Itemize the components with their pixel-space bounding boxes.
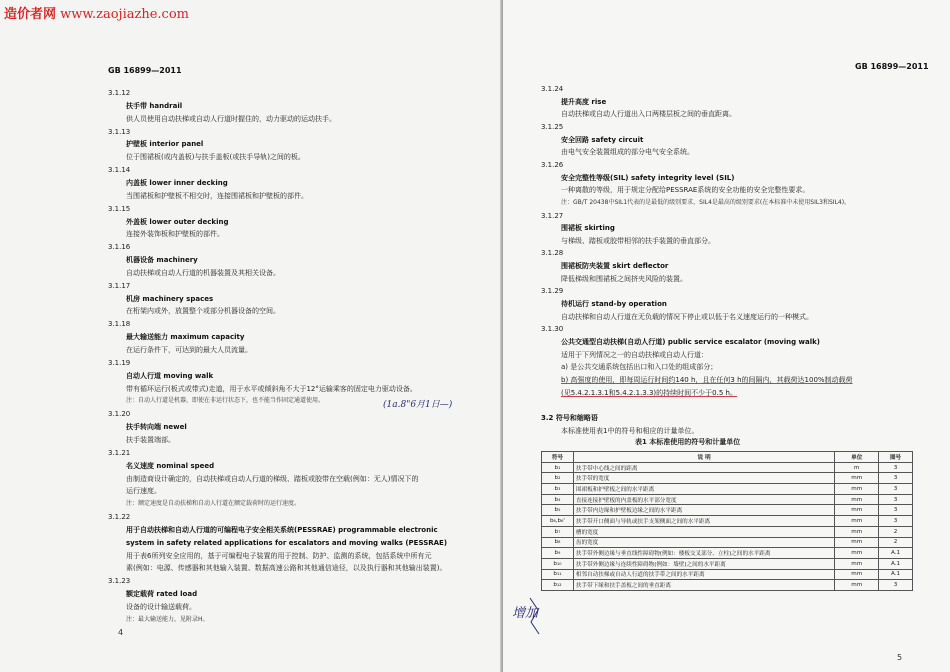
right-line-4: 安全回路 safety circuit (561, 135, 644, 144)
right-line-15: 降低梯级和围裙板之间挤夹风险的装置。 (561, 274, 687, 283)
left-line-5: 位于围裙板(或内盖板)与扶手盖板(或扶手导轨)之间的板。 (126, 153, 305, 162)
left-line-17: 在桁架内或外，放置整个或部分机器设备的空间。 (126, 307, 280, 316)
left-line-34: 用于自动扶梯和自动人行道的可编程电子安全相关系统(PESSRAE) programmable electronic (126, 525, 438, 534)
left-line-6: 3.1.14 (108, 166, 131, 175)
left-line-29: 名义速度 nominal speed (126, 461, 215, 470)
table-cell-symbol: b₁ (542, 462, 574, 473)
left-line-30: 由制造商设计确定的，自动扶梯或自动人行道的梯级、踏板或胶带在空载(例如：无人)情况下的 (126, 474, 419, 483)
right-line-21: 适用于下列情况之一的自动扶梯或自动人行道： (561, 350, 708, 359)
left-line-11: 连接外装饰板和护壁板的部件。 (126, 230, 224, 239)
right-line-26: 3.2 符号和缩略语 (541, 413, 598, 422)
right-page-number: 5 (897, 653, 903, 662)
table-cell-unit: mm (835, 580, 879, 591)
handwritten-bracket-mark (528, 596, 542, 636)
table-cell-unit: mm (835, 558, 879, 569)
table-header-figure: 图号 (879, 452, 913, 463)
left-line-12: 3.1.16 (108, 243, 131, 252)
right-line-20: 公共交通型自动扶梯(自动人行道) public service escalator (moving walk) (561, 338, 820, 346)
left-line-14: 自动扶梯或自动人行道的机器装置及其相关设备。 (126, 268, 280, 277)
table-cell-figure: 2 (879, 537, 913, 548)
table-cell-figure: 3 (879, 494, 913, 505)
left-line-20: 在运行条件下，可达到的最大人员流量。 (126, 346, 252, 354)
table-row (542, 569, 913, 580)
right-line-2: 自动扶梯或自动人行道出入口两楼层板之间的垂直距离。 (561, 110, 736, 119)
table-row (542, 462, 913, 473)
right-line-17: 待机运行 stand-by operation (561, 300, 667, 309)
left-line-36: 用于表6所列安全应用的，基于可编程电子装置的用于控制、防护、监测的系统，包括系统中所有元 (126, 551, 432, 560)
left-line-26: 扶手转向端 newel (126, 423, 187, 432)
right-line-9: 注：GB/T 20438中SIL1代表的是最低的级别要求，SIL4是最高的级别要求(在本标准中未使用SIL3和SIL4)。 (561, 198, 851, 206)
left-line-7: 内盖板 lower inner decking (126, 178, 228, 187)
table-cell-description: 扶手带开口侧面与导轨或扶手支架侧面之间的水平距离 (573, 516, 834, 527)
table-cell-description: 扶手带外侧边缘与连续性障碍物(例如：墙壁)之间的水平距离 (573, 558, 834, 569)
table-title: 表1 本标准使用的符号和计量单位 (635, 438, 741, 446)
left-line-24: 注：自动人行道是机器，即使在非运行状态下，也不能当作固定通道使用。 (126, 397, 325, 405)
right-handwritten-note: 增加 (512, 606, 539, 621)
left-page-header: GB 16899—2011 (108, 66, 182, 75)
left-line-21: 3.1.19 (108, 358, 131, 367)
right-line-13: 3.1.28 (541, 249, 564, 258)
table-cell-unit: mm (835, 484, 879, 495)
table-cell-description: 齿的宽度 (573, 537, 834, 548)
left-line-8: 当围裙板和护壁板不相交时，连接围裙板和护壁板的部件。 (126, 191, 308, 200)
left-line-10: 外盖板 lower outer decking (126, 217, 229, 226)
watermark (4, 3, 189, 22)
table-cell-figure: 3 (879, 462, 913, 473)
table-cell-symbol: b₆,b₆' (542, 516, 574, 527)
table-cell-figure: A.1 (879, 548, 913, 559)
right-line-11: 围裙板 skirting (561, 224, 615, 233)
table-header-unit: 单位 (835, 452, 879, 463)
left-line-25: 3.1.20 (108, 410, 131, 419)
right-line-16: 3.1.29 (541, 287, 564, 296)
table-cell-symbol: b₁₀ (542, 558, 574, 569)
table-row (542, 473, 913, 484)
table-cell-unit: mm (835, 516, 879, 527)
left-line-39: 额定载荷 rated load (126, 590, 198, 599)
table-row (542, 537, 913, 548)
table-cell-symbol: b₇ (542, 526, 574, 537)
table-row (542, 516, 913, 527)
table-cell-description: 围裙板和护壁板之间的水平距离 (573, 484, 834, 495)
table-cell-figure: 3 (879, 516, 913, 527)
left-line-15: 3.1.17 (108, 281, 131, 290)
left-line-32: 注：额定速度是自动扶梯和自动人行道在额定载荷时的运行速度。 (126, 500, 301, 508)
right-line-12: 与梯级、踏板或胶带相邻的扶手装置的垂直部分。 (561, 236, 715, 245)
table-cell-figure: A.1 (879, 558, 913, 569)
table-cell-symbol: b₈ (542, 537, 574, 548)
right-line-27: 本标准使用表1中的符号和相应的计量单位。 (561, 426, 699, 435)
table-row (542, 505, 913, 516)
symbols-table (541, 451, 913, 591)
table-cell-figure: 3 (879, 505, 913, 516)
table-cell-unit: mm (835, 505, 879, 516)
table-cell-description: 扶手带下缘和扶手盖板之间的垂直距离 (573, 580, 834, 591)
table-cell-symbol: b₉ (542, 548, 574, 559)
right-line-5: 由电气安全装置组成的部分电气安全系统。 (561, 148, 694, 157)
left-line-28: 3.1.21 (108, 448, 131, 457)
table-cell-figure: A.1 (879, 569, 913, 580)
right-line-6: 3.1.26 (541, 160, 564, 169)
table-cell-description: 扶手带内边缘和护壁板边缘之间的水平距离 (573, 505, 834, 516)
table-row (542, 484, 913, 495)
table-cell-figure: 3 (879, 484, 913, 495)
left-line-19: 最大输送能力 maximum capacity (126, 333, 245, 342)
table-cell-description: 槽的宽度 (573, 526, 834, 537)
table-cell-description: 扶手带中心线之间的距离 (573, 462, 834, 473)
left-line-27: 扶手装置端部。 (126, 435, 175, 444)
left-line-13: 机器设备 machinery (126, 256, 198, 265)
right-line-3: 3.1.25 (541, 122, 564, 131)
right-line-18: 自动扶梯和自动人行道在无负载的情况下停止或以低于名义速度运行的一种模式。 (561, 312, 813, 321)
table-cell-unit: mm (835, 494, 879, 505)
table-cell-unit: mm (835, 548, 879, 559)
right-line-7: 安全完整性等级(SIL) safety integrity level (SIL) (561, 173, 735, 182)
left-line-3: 3.1.13 (108, 127, 131, 136)
left-line-38: 3.1.23 (108, 577, 131, 586)
table-cell-figure: 3 (879, 580, 913, 591)
table-header-symbol: 符号 (542, 452, 574, 463)
left-line-23: 带有循环运行(板式或带式)走道，用于水平或倾斜角不大于12°运输乘客的固定电力驱动设备。 (126, 384, 417, 393)
table-cell-description: 直接连接护壁板的内盖板的水平部分宽度 (573, 494, 834, 505)
table-cell-symbol: b₂ (542, 473, 574, 484)
table-cell-description: 相邻自动扶梯或自动人行道的扶手带之间的水平距离 (573, 569, 834, 580)
left-line-16: 机房 machinery spaces (126, 294, 214, 303)
left-line-37: 素(例如：电源、传感器和其他输入装置、数据高速公路和其他通信途径，以及执行器和其他输出装置)。 (126, 564, 447, 573)
table-row (542, 558, 913, 569)
left-line-18: 3.1.18 (108, 320, 131, 329)
table-cell-unit: mm (835, 473, 879, 484)
left-line-1: 扶手带 handrail (126, 101, 183, 110)
table-cell-unit: mm (835, 537, 879, 548)
right-page-header: GB 16899—2011 (855, 62, 929, 71)
table-row (542, 526, 913, 537)
right-line-24: (见5.4.2.1.3.1和5.4.2.1.3.3)的持续时间不少于0.5 h。 (561, 388, 737, 397)
table-cell-description: 扶手带的宽度 (573, 473, 834, 484)
table-cell-symbol: b₃ (542, 484, 574, 495)
left-line-22: 自动人行道 moving walk (126, 371, 214, 380)
left-line-33: 3.1.22 (108, 513, 131, 522)
table-cell-description: 扶手带外侧边缘与垂直线性障碍物(例如：楼板交叉部分、立柱)之间的水平距离 (573, 548, 834, 559)
watermark-site-name: 造价者网 (4, 7, 57, 22)
right-line-14: 围裙板防夹装置 skirt deflector (561, 262, 669, 271)
table-row (542, 548, 913, 559)
table-cell-figure: 2 (879, 526, 913, 537)
left-line-0: 3.1.12 (108, 89, 131, 97)
table-cell-unit: mm (835, 569, 879, 580)
right-line-19: 3.1.30 (541, 325, 564, 334)
right-line-1: 提升高度 rise (561, 97, 607, 106)
table-cell-unit: m (835, 462, 879, 473)
left-line-35: system in safety related applications for escalators and moving walks (PESSRAE) (126, 538, 448, 547)
left-line-31: 运行速度。 (126, 487, 161, 496)
table-cell-symbol: b₄ (542, 494, 574, 505)
left-line-41: 注：最大输送能力，见附录H。 (126, 615, 209, 623)
table-row (542, 580, 913, 591)
left-line-4: 护壁板 interior panel (126, 140, 204, 149)
right-line-10: 3.1.27 (541, 211, 564, 220)
table-row (542, 494, 913, 505)
table-header-description: 说 明 (573, 452, 834, 463)
table-cell-symbol: b₁₂ (542, 580, 574, 591)
right-line-0: 3.1.24 (541, 85, 564, 93)
table-cell-symbol: b₅ (542, 505, 574, 516)
right-line-22: a) 是公共交通系统包括出口和入口处的组成部分； (561, 363, 718, 372)
left-line-2: 供人员使用自动扶梯或自动人行道时握住的，动力驱动的运动扶手。 (126, 114, 336, 123)
left-line-40: 设备的设计输送载荷。 (126, 603, 196, 611)
table-cell-symbol: b₁₁ (542, 569, 574, 580)
table-header-row (542, 452, 913, 463)
table-cell-figure: 3 (879, 473, 913, 484)
right-line-23: b) 高强度的使用，即每周运行时间约140 h，且在任何3 h的间隔内，其载荷达100%制动载荷 (561, 375, 853, 384)
left-page-number: 4 (118, 628, 124, 637)
left-line-9: 3.1.15 (108, 204, 131, 213)
watermark-url: www.zaojiazhe.com (60, 7, 189, 22)
table-cell-unit: mm (835, 526, 879, 537)
right-line-8: 一种离散的等级，用于规定分配给PESSRAE系统的安全功能的安全完整性要求。 (561, 186, 810, 195)
left-handwritten-note: (1a.8"6月1日—) (383, 400, 453, 410)
